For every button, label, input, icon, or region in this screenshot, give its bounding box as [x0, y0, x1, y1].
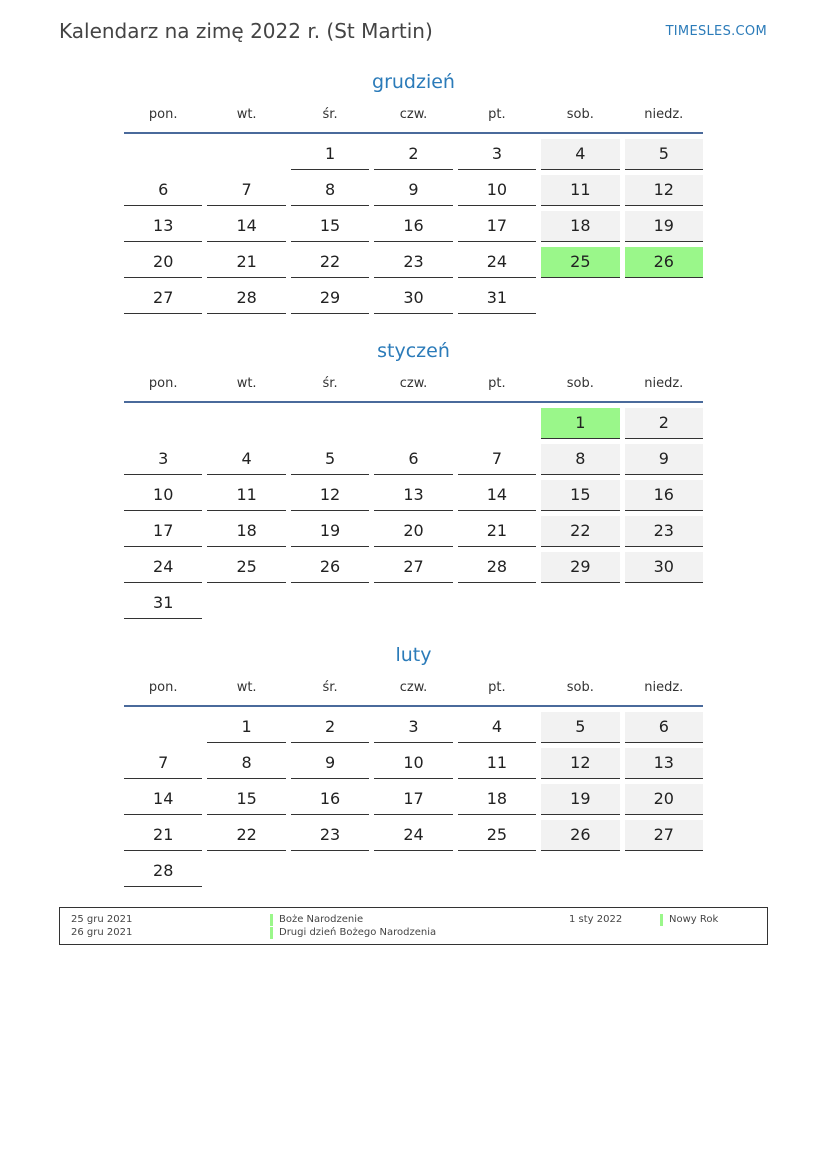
day-cell: 22	[541, 516, 619, 547]
day-cell: 17	[458, 211, 536, 242]
empty-cell	[374, 408, 452, 438]
day-cell: 24	[374, 820, 452, 851]
day-cell: 28	[458, 552, 536, 583]
day-cell: 17	[124, 516, 202, 547]
day-cell: 14	[458, 480, 536, 511]
day-cell: 19	[291, 516, 369, 547]
empty-cell	[374, 588, 452, 618]
day-cell: 31	[458, 283, 536, 314]
day-cell: 16	[291, 784, 369, 815]
day-cell: 3	[124, 444, 202, 475]
day-cell: 16	[374, 211, 452, 242]
day-cell: 31	[124, 588, 202, 619]
day-cell: 29	[291, 283, 369, 314]
empty-cell	[124, 712, 202, 742]
day-cell: 12	[541, 748, 619, 779]
month-january	[124, 338, 703, 619]
day-cell: 26	[541, 820, 619, 851]
weekday-label: sob.	[566, 680, 594, 695]
empty-cell	[207, 139, 285, 169]
empty-cell	[291, 856, 369, 886]
day-cell: 8	[207, 748, 285, 779]
day-cell: 23	[625, 516, 703, 547]
day-cell: 7	[207, 175, 285, 206]
weekday-label: sob.	[566, 107, 594, 122]
day-cell: 12	[625, 175, 703, 206]
weekday-label: niedz.	[644, 680, 684, 695]
empty-cell	[374, 856, 452, 886]
day-cell: 11	[458, 748, 536, 779]
legend-holiday-name: Boże Narodzenie	[270, 914, 363, 926]
day-cell: 6	[625, 712, 703, 743]
weekday-label: wt.	[236, 376, 257, 391]
day-cell: 28	[124, 856, 202, 887]
weekday-label: niedz.	[644, 107, 684, 122]
day-cell: 6	[374, 444, 452, 475]
days-grid	[124, 139, 703, 314]
weekday-label: wt.	[236, 107, 257, 122]
day-cell: 8	[291, 175, 369, 206]
holiday-day-cell: 25	[541, 247, 619, 278]
day-cell: 25	[458, 820, 536, 851]
legend-holiday-name: Nowy Rok	[660, 914, 718, 926]
day-cell: 4	[207, 444, 285, 475]
day-cell: 2	[291, 712, 369, 743]
day-cell: 8	[541, 444, 619, 475]
empty-cell	[458, 856, 536, 886]
day-cell: 28	[207, 283, 285, 314]
legend-date: 25 gru 2021	[71, 914, 133, 925]
day-cell: 14	[207, 211, 285, 242]
weekday-label: śr.	[322, 680, 338, 695]
day-cell: 5	[541, 712, 619, 743]
day-cell: 26	[291, 552, 369, 583]
day-cell: 22	[207, 820, 285, 851]
holiday-legend	[59, 907, 768, 945]
empty-cell	[625, 856, 703, 886]
day-cell: 18	[458, 784, 536, 815]
month-title: luty	[395, 644, 432, 666]
month-title: styczeń	[377, 340, 450, 362]
weekday-label: czw.	[399, 376, 428, 391]
day-cell: 10	[374, 748, 452, 779]
weekday-label: czw.	[399, 107, 428, 122]
day-cell: 9	[291, 748, 369, 779]
weekday-label: czw.	[399, 680, 428, 695]
day-cell: 30	[374, 283, 452, 314]
day-cell: 15	[207, 784, 285, 815]
weekday-label: pon.	[148, 680, 178, 695]
weekday-label: niedz.	[644, 376, 684, 391]
day-cell: 13	[374, 480, 452, 511]
empty-cell	[541, 856, 619, 886]
day-cell: 15	[541, 480, 619, 511]
legend-date: 26 gru 2021	[71, 927, 133, 938]
holiday-day-cell: 26	[625, 247, 703, 278]
weekday-label: sob.	[566, 376, 594, 391]
empty-cell	[207, 856, 285, 886]
empty-cell	[625, 588, 703, 618]
day-cell: 7	[458, 444, 536, 475]
empty-cell	[541, 283, 619, 313]
day-cell: 4	[541, 139, 619, 170]
day-cell: 20	[625, 784, 703, 815]
day-cell: 10	[124, 480, 202, 511]
day-cell: 5	[291, 444, 369, 475]
weekday-label: pon.	[148, 107, 178, 122]
day-cell: 18	[207, 516, 285, 547]
legend-holiday-name: Drugi dzień Bożego Narodzenia	[270, 927, 436, 939]
legend-date: 1 sty 2022	[569, 914, 623, 925]
weekday-header	[124, 105, 703, 134]
day-cell: 6	[124, 175, 202, 206]
empty-cell	[291, 408, 369, 438]
empty-cell	[458, 588, 536, 618]
day-cell: 13	[625, 748, 703, 779]
days-grid	[124, 408, 703, 619]
day-cell: 21	[207, 247, 285, 278]
day-cell: 1	[291, 139, 369, 170]
day-cell: 11	[207, 480, 285, 511]
month-february	[124, 642, 703, 887]
day-cell: 20	[374, 516, 452, 547]
month-title: grudzień	[372, 71, 455, 93]
empty-cell	[207, 408, 285, 438]
weekday-label: pt.	[488, 107, 506, 122]
weekday-label: pon.	[148, 376, 178, 391]
empty-cell	[541, 588, 619, 618]
day-cell: 13	[124, 211, 202, 242]
day-cell: 14	[124, 784, 202, 815]
day-cell: 5	[625, 139, 703, 170]
day-cell: 19	[625, 211, 703, 242]
empty-cell	[124, 139, 202, 169]
weekday-header	[124, 678, 703, 707]
day-cell: 1	[207, 712, 285, 743]
day-cell: 7	[124, 748, 202, 779]
day-cell: 27	[625, 820, 703, 851]
month-december	[124, 69, 703, 314]
day-cell: 15	[291, 211, 369, 242]
day-cell: 21	[124, 820, 202, 851]
day-cell: 17	[374, 784, 452, 815]
day-cell: 4	[458, 712, 536, 743]
day-cell: 19	[541, 784, 619, 815]
day-cell: 2	[374, 139, 452, 170]
day-cell: 29	[541, 552, 619, 583]
empty-cell	[458, 408, 536, 438]
day-cell: 10	[458, 175, 536, 206]
day-cell: 24	[124, 552, 202, 583]
weekday-header	[124, 374, 703, 403]
empty-cell	[207, 588, 285, 618]
day-cell: 20	[124, 247, 202, 278]
day-cell: 12	[291, 480, 369, 511]
day-cell: 9	[374, 175, 452, 206]
day-cell: 23	[374, 247, 452, 278]
weekday-label: wt.	[236, 680, 257, 695]
holiday-day-cell: 1	[541, 408, 619, 439]
day-cell: 23	[291, 820, 369, 851]
day-cell: 30	[625, 552, 703, 583]
day-cell: 9	[625, 444, 703, 475]
weekday-label: śr.	[322, 376, 338, 391]
page-title: Kalendarz na zimę 2022 r. (St Martin)	[59, 19, 433, 43]
weekday-label: pt.	[488, 376, 506, 391]
day-cell: 18	[541, 211, 619, 242]
day-cell: 16	[625, 480, 703, 511]
day-cell: 27	[124, 283, 202, 314]
day-cell: 22	[291, 247, 369, 278]
day-cell: 2	[625, 408, 703, 439]
day-cell: 11	[541, 175, 619, 206]
weekday-label: pt.	[488, 680, 506, 695]
site-link[interactable]: TIMESLES.COM	[665, 24, 767, 39]
empty-cell	[124, 408, 202, 438]
day-cell: 24	[458, 247, 536, 278]
day-cell: 3	[458, 139, 536, 170]
day-cell: 25	[207, 552, 285, 583]
day-cell: 3	[374, 712, 452, 743]
empty-cell	[291, 588, 369, 618]
empty-cell	[625, 283, 703, 313]
weekday-label: śr.	[322, 107, 338, 122]
day-cell: 21	[458, 516, 536, 547]
days-grid	[124, 712, 703, 887]
day-cell: 27	[374, 552, 452, 583]
